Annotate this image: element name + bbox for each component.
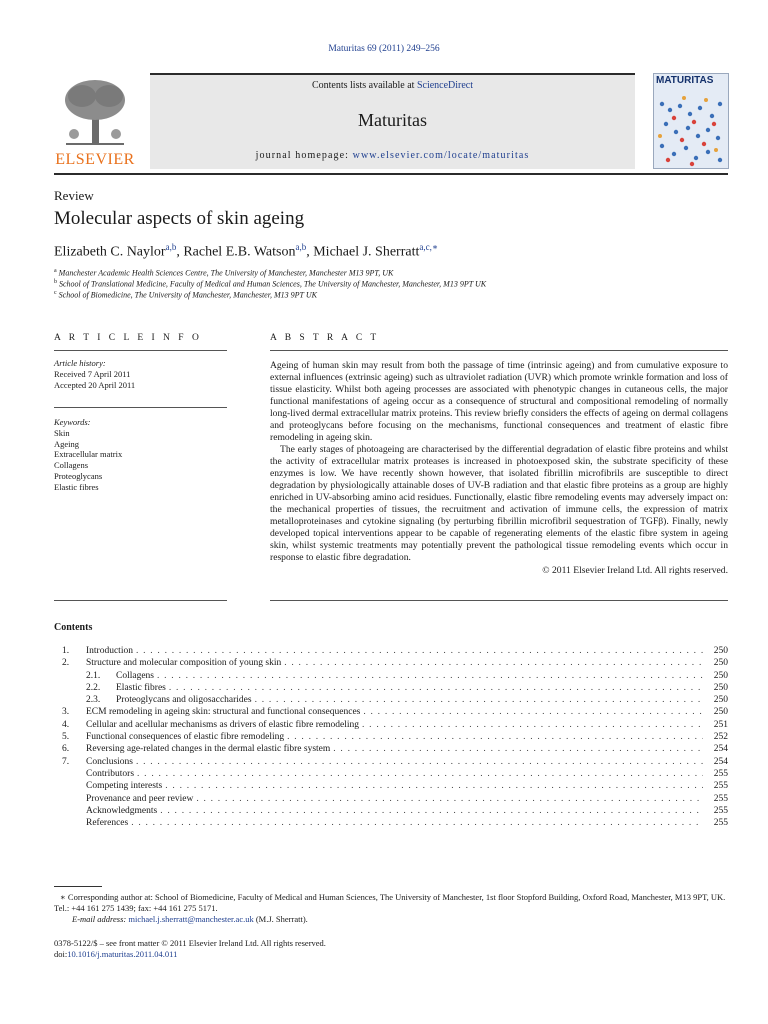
toc-leader-dots — [196, 794, 703, 804]
article-info-heading: A R T I C L E I N F O — [54, 333, 202, 343]
toc-entry-page: 251 — [713, 719, 728, 730]
toc-entry-page: 250 — [713, 707, 728, 718]
abstract-heading: A B S T R A C T — [270, 333, 380, 343]
article-title: Molecular aspects of skin ageing — [54, 208, 305, 229]
journal-cover-thumbnail — [653, 73, 729, 169]
author-name: Elizabeth C. Naylor — [54, 244, 166, 260]
toc-entry-page: 255 — [713, 781, 728, 792]
toc-entry[interactable] — [62, 781, 728, 793]
toc-entry-title: Functional consequences of elastic fibre remodeling — [86, 732, 285, 743]
journal-name: Maturitas — [358, 110, 427, 130]
toc-entry-page: 255 — [713, 818, 728, 829]
author-affiliation-marks[interactable]: a,b — [165, 242, 177, 252]
toc-leader-dots — [160, 806, 703, 816]
author-email-link[interactable]: michael.j.sherratt@manchester.ac.uk — [128, 913, 254, 924]
abstract-bottom-rule — [270, 600, 728, 601]
toc-leader-dots — [131, 818, 703, 828]
toc-entry[interactable] — [62, 818, 728, 830]
toc-entry[interactable] — [62, 695, 728, 707]
toc-entry-number: 6. — [62, 744, 70, 755]
toc-entry-title: ECM remodeling in ageing skin: structural and functional consequences — [86, 707, 361, 718]
sciencedirect-link[interactable]: ScienceDirect — [416, 80, 474, 91]
toc-entry[interactable] — [62, 671, 728, 683]
header-rule — [54, 173, 728, 175]
toc-leader-dots — [169, 683, 703, 693]
accepted-date: Accepted 20 April 2011 — [54, 379, 136, 390]
email-label: E-mail address: — [72, 913, 127, 924]
author-separator: , — [176, 244, 184, 260]
toc-entry-number: 3. — [62, 707, 70, 718]
affiliation-b: $^b$ School of Translational Medicine, Faculty of Medical and Human Sciences, The University of Manchester, Manchester, M13 9PT UK — [54, 279, 487, 289]
toc-entry-page: 250 — [713, 646, 728, 656]
abstract-paragraph-2: The early stages of photoageing are characterised by the differential degradation of elastic fibre proteins and whilst the activity of extracellular matrix proteases is increased in photoexposed skin, the substrate specificity of these enzymes is low. We have recently shown however, that isolated fibrillin microfibrils are susceptible to direct degradation by physiologically attainable doses of UV-B radiation and that elastic fibre proteins as a group are highly enriched in UV-absorbing amino acid residues. Functionally, elastic fibre remodeling events may adversely impact on: the mechanical properties of tissues, the recruitment and activation of immune cells, the expression of matrix metalloproteinases and cytokine signaling (by perturbing fibrillin microfibril sequestration of TGFβ). Finally, newly developed topical interventions appear to be capable of regenerating elements of the elastic fibre system in ageing skin, whilst systemic treatments may potentially prevent the pathological tissue remodeling events which occur in response to elastic fibre degradation. — [270, 444, 728, 563]
contents-heading: Contents — [54, 622, 93, 633]
author-affiliation-marks[interactable]: a,b — [295, 242, 307, 252]
toc-entry-title: Structure and molecular composition of young skin — [86, 658, 282, 669]
article-info-bottom-rule — [54, 600, 227, 601]
toc-entry-title: Provenance and peer review — [86, 793, 194, 804]
toc-leader-dots — [137, 769, 703, 779]
toc-entry[interactable] — [62, 683, 728, 695]
toc-entry-title: Conclusions — [86, 756, 133, 767]
keyword-item: Ageing — [54, 438, 80, 449]
toc-entry-title: Introduction — [86, 646, 133, 656]
front-matter-meta — [54, 938, 326, 961]
toc-entry[interactable] — [62, 732, 728, 744]
author-separator: , — [306, 244, 314, 260]
contents-available-line — [150, 80, 635, 91]
toc-entry[interactable] — [62, 646, 728, 658]
toc-entry-number: 2.1. — [86, 670, 101, 681]
toc-entry-page: 250 — [713, 670, 728, 681]
received-date: Received 7 April 2011 — [54, 368, 131, 379]
affiliation-a: $^a$ Manchester Academic Health Sciences Centre, The University of Manchester, Manchester M13 9PT, UK — [54, 268, 394, 278]
toc-entry[interactable] — [62, 720, 728, 732]
table-of-contents — [62, 646, 728, 830]
journal-homepage-line — [150, 150, 635, 161]
author-list — [54, 242, 438, 261]
toc-entry-page: 255 — [713, 768, 728, 779]
toc-leader-dots — [157, 671, 703, 681]
toc-leader-dots — [165, 781, 703, 791]
toc-entry-number: 4. — [62, 719, 70, 730]
elsevier-wordmark: ELSEVIER — [55, 151, 135, 168]
doi-label: doi: — [54, 949, 68, 960]
author-name: Michael J. Sherratt — [313, 244, 420, 260]
corresponding-author-footnote — [54, 892, 728, 924]
toc-entry[interactable] — [62, 806, 728, 818]
toc-entry-title: Proteoglycans and oligosaccharides — [116, 695, 252, 706]
toc-entry-page: 255 — [713, 793, 728, 804]
toc-entry-page: 250 — [713, 658, 728, 669]
footnote-rule — [54, 886, 102, 887]
author-affiliation-marks[interactable]: a,c,∗ — [419, 242, 438, 252]
toc-entry-page: 250 — [713, 682, 728, 693]
keywords-label: Keywords: — [54, 417, 91, 427]
footnote-text: Corresponding author at: School of Biomedicine, Faculty of Medical and Human Sciences, The University of Manchester, 1st floor Stopford Building, Oxford Road, Manchester, M13 9PT, UK. Tel.: +44 161 275 1439; fax: +44 161 275 5171. — [54, 892, 726, 913]
keyword-item: Collagens — [54, 460, 88, 471]
toc-entry[interactable] — [62, 757, 728, 769]
toc-leader-dots — [284, 658, 703, 668]
toc-entry-page: 254 — [713, 756, 728, 767]
abstract-paragraph-1: Ageing of human skin may result from both the passage of time (intrinsic ageing) and from cumulative exposure to external influences (extrinsic ageing) such as ultraviolet radiation (UVR) which promote wrinkle formation and loss of tissue elasticity. Whilst both ageing processes are associated with phenotypic changes in cutaneous cells, the major functional manifestations of ageing occur as a consequence of structural and compositional remodeling of normally long-lived dermal extracellular matrix proteins. This review briefly considers the effects of ageing on dermal collagens and proteoglycans before focusing on the mechanisms, functional consequences and treatment of elastic fibre remodeling in ageing skin. — [270, 360, 728, 443]
keyword-list — [54, 428, 122, 493]
article-info-rule — [54, 350, 227, 351]
toc-entry-title: Collagens — [116, 670, 154, 681]
doi-link[interactable]: 10.1016/j.maturitas.2011.04.011 — [67, 949, 178, 960]
toc-entry-number: 2.2. — [86, 682, 101, 693]
issn-line: 0378-5122/$ – see front matter © 2011 Elsevier Ireland Ltd. All rights reserved. — [54, 938, 326, 948]
toc-entry-page: 254 — [713, 744, 728, 755]
article-history — [54, 358, 135, 390]
toc-entry-title: Elastic fibres — [116, 682, 166, 693]
toc-entry-number: 1. — [62, 646, 70, 656]
homepage-link[interactable]: www.elsevier.com/locate/maturitas — [352, 150, 530, 161]
cover-title: MATURITAS — [656, 75, 714, 86]
toc-entry[interactable] — [62, 769, 728, 781]
toc-entry-title: Acknowledgments — [86, 805, 158, 816]
toc-leader-dots — [363, 707, 703, 717]
keyword-item: Proteoglycans — [54, 470, 103, 481]
toc-entry[interactable] — [62, 794, 728, 806]
copyright-notice: © 2011 Elsevier Ireland Ltd. All rights reserved. — [542, 565, 728, 576]
keyword-item: Skin — [54, 427, 70, 438]
toc-entry-title: Cellular and acellular mechanisms as drivers of elastic fibre remodeling — [86, 719, 360, 730]
homepage-label: journal homepage: — [255, 150, 353, 161]
affiliation-c: $^c$ School of Biomedicine, The University of Manchester, Manchester, M13 9PT UK — [54, 290, 317, 300]
keywords-block — [54, 417, 122, 493]
toc-entry[interactable] — [62, 744, 728, 756]
toc-entry[interactable] — [62, 658, 728, 670]
footnote-mark: ∗ — [60, 892, 66, 902]
toc-leader-dots — [333, 744, 703, 754]
author-name: Rachel E.B. Watson — [183, 244, 296, 260]
toc-entry-title: Contributors — [86, 768, 135, 779]
toc-entry-number: 2.3. — [86, 695, 101, 706]
toc-entry-number: 7. — [62, 756, 70, 767]
toc-entry[interactable] — [62, 707, 728, 719]
toc-entry-title: References — [86, 818, 129, 829]
abstract-body — [270, 360, 728, 577]
toc-leader-dots — [136, 757, 703, 767]
keyword-item: Extracellular matrix — [54, 449, 123, 460]
article-history-label: Article history: — [54, 358, 106, 368]
toc-entry-page: 255 — [713, 805, 728, 816]
toc-leader-dots — [362, 720, 703, 730]
toc-entry-title: Competing interests — [86, 781, 163, 792]
toc-leader-dots — [255, 695, 703, 705]
toc-leader-dots — [287, 732, 703, 742]
article-type: Review — [54, 188, 94, 203]
toc-leader-dots — [136, 646, 703, 656]
abstract-rule — [270, 350, 728, 351]
contents-available-prefix: Contents lists available at — [311, 80, 417, 91]
journal-citation[interactable]: Maturitas 69 (2011) 249–256 — [328, 44, 440, 54]
toc-entry-page: 252 — [713, 732, 728, 743]
keyword-item: Elastic fibres — [54, 481, 99, 492]
toc-entry-number: 2. — [62, 658, 70, 669]
toc-entry-title: Reversing age-related changes in the dermal elastic fibre system — [86, 744, 331, 755]
email-suffix: (M.J. Sherratt). — [253, 913, 308, 924]
toc-entry-page: 250 — [713, 695, 728, 706]
toc-entry-number: 5. — [62, 732, 70, 743]
article-info-divider — [54, 407, 227, 408]
